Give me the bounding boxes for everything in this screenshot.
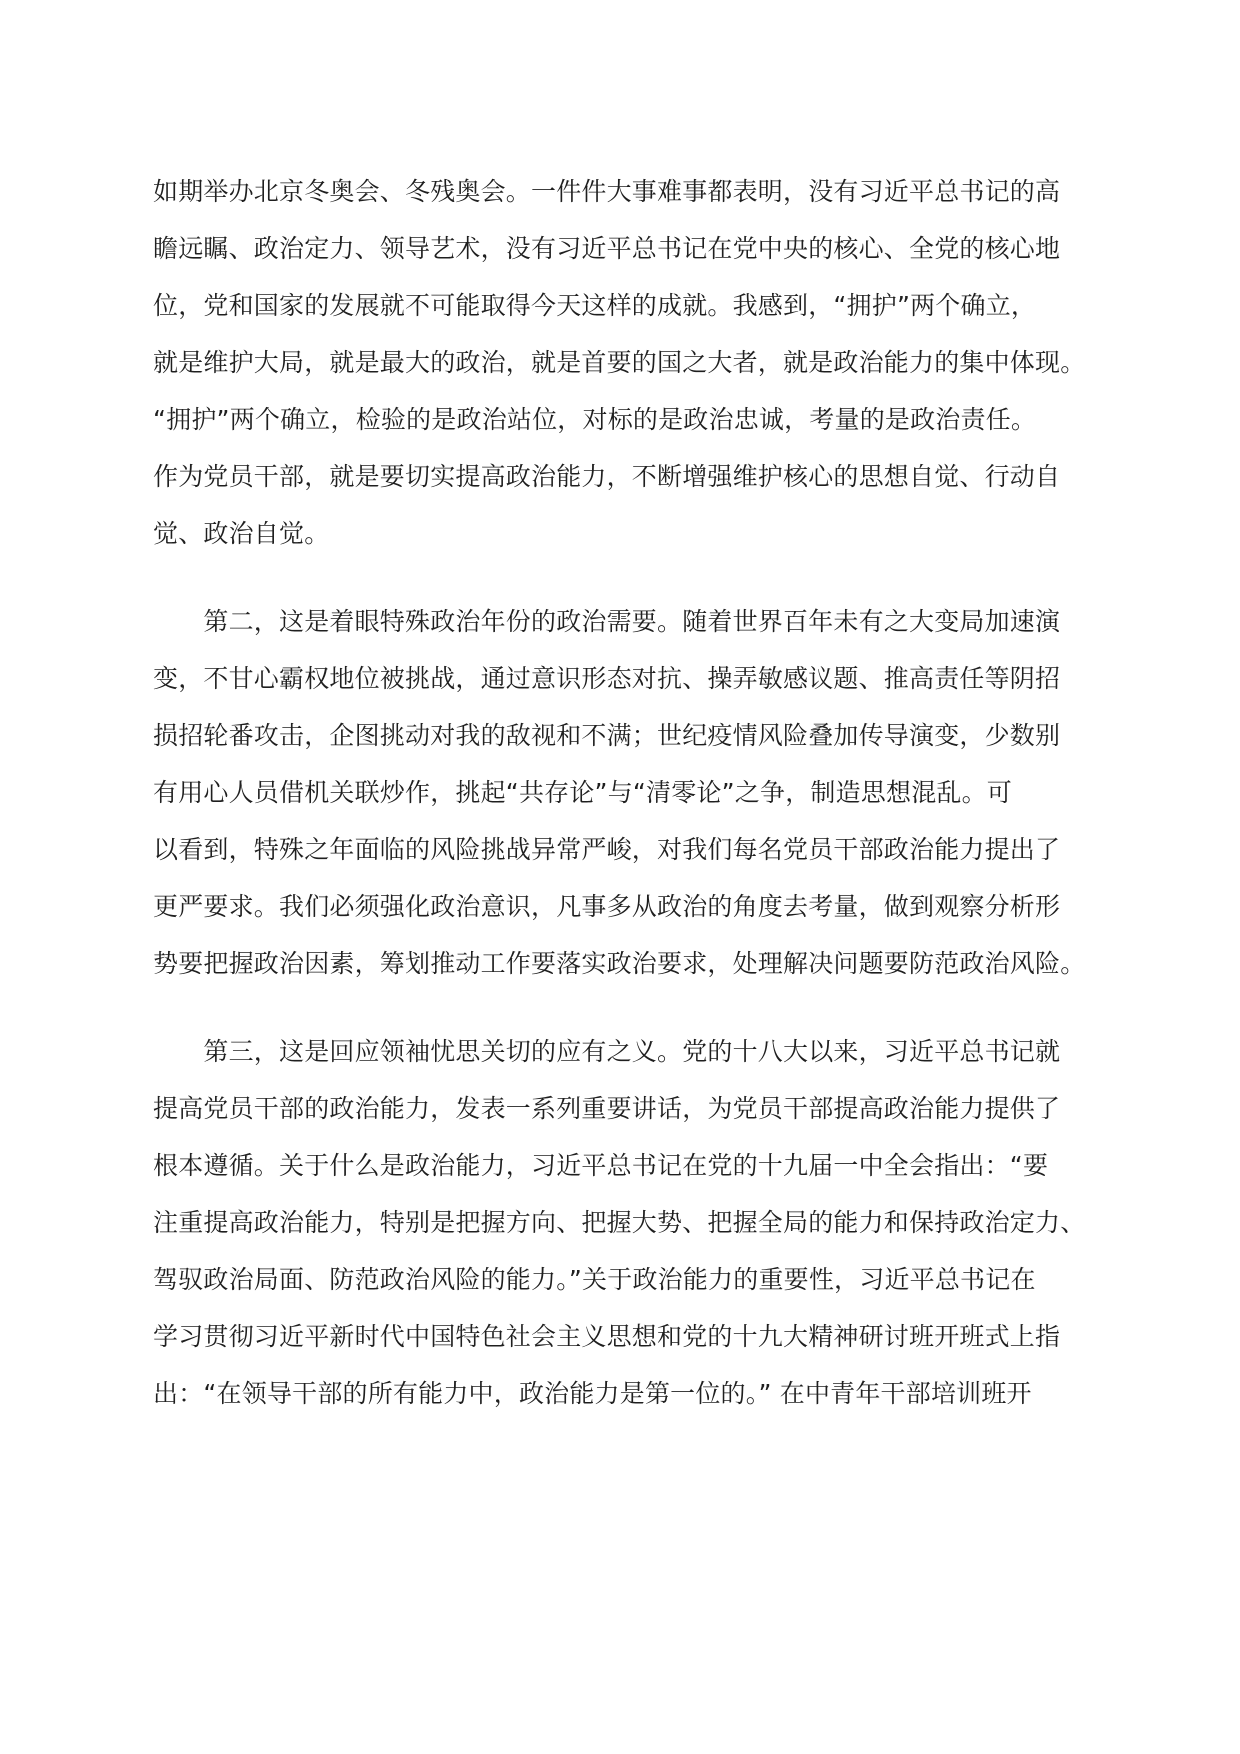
text-line: 有用心人员借机关联炒作，挑起“共存论”与“清零论”之争，制造思想混乱。可 [153, 778, 1013, 807]
text-line: 势要把握政治因素，筹划推动工作要落实政治要求，处理解决问题要防范政治风险。 [153, 949, 1086, 978]
text-line: 以看到，特殊之年面临的风险挑战异常严峻，对我们每名党员干部政治能力提出了 [153, 835, 1061, 864]
text-line: 损招轮番攻击，企图挑动对我的敌视和不满；世纪疫情风险叠加传导演变，少数别 [153, 721, 1061, 750]
text-line: 如期举办北京冬奥会、冬残奥会。一件件大事难事都表明，没有习近平总书记的高 [153, 177, 1061, 206]
text-line: 就是维护大局，就是最大的政治，就是首要的国之大者，就是政治能力的集中体现。 [153, 348, 1086, 377]
text-line: 驾驭政治局面、防范政治风险的能力。”关于政治能力的重要性，习近平总书记在 [153, 1265, 1036, 1294]
text-line: 作为党员干部，就是要切实提高政治能力，不断增强维护核心的思想自觉、行动自 [153, 462, 1061, 491]
text-line: 第三，这是回应领袖忧思关切的应有之义。党的十八大以来，习近平总书记就 [153, 1037, 1061, 1066]
text-line: 变，不甘心霸权地位被挑战，通过意识形态对抗、操弄敏感议题、推高责任等阴招 [153, 664, 1061, 693]
text-line: 注重提高政治能力，特别是把握方向、把握大势、把握全局的能力和保持政治定力、 [153, 1208, 1086, 1237]
text-line: 更严要求。我们必须强化政治意识，凡事多从政治的角度去考量，做到观察分析形 [153, 892, 1061, 921]
text-line: 第二，这是着眼特殊政治年份的政治需要。随着世界百年未有之大变局加速演 [153, 607, 1061, 636]
text-line: 出：“在领导干部的所有能力中，政治能力是第一位的。” 在中青年干部培训班开 [153, 1379, 1032, 1408]
text-line: 位，党和国家的发展就不可能取得今天这样的成就。我感到，“拥护”两个确立， [153, 291, 1037, 320]
text-line: 觉、政治自觉。 [153, 519, 330, 548]
text-line: 提高党员干部的政治能力，发表一系列重要讲话，为党员干部提高政治能力提供了 [153, 1094, 1061, 1123]
text-line: 学习贯彻习近平新时代中国特色社会主义思想和党的十九大精神研讨班开班式上指 [153, 1322, 1061, 1351]
text-line: 瞻远瞩、政治定力、领导艺术，没有习近平总书记在党中央的核心、全党的核心地 [153, 234, 1061, 263]
text-line: 根本遵循。关于什么是政治能力，习近平总书记在党的十九届一中全会指出：“要 [153, 1151, 1049, 1180]
text-line: “拥护”两个确立，检验的是政治站位，对标的是政治忠诚，考量的是政治责任。 [153, 405, 1037, 434]
